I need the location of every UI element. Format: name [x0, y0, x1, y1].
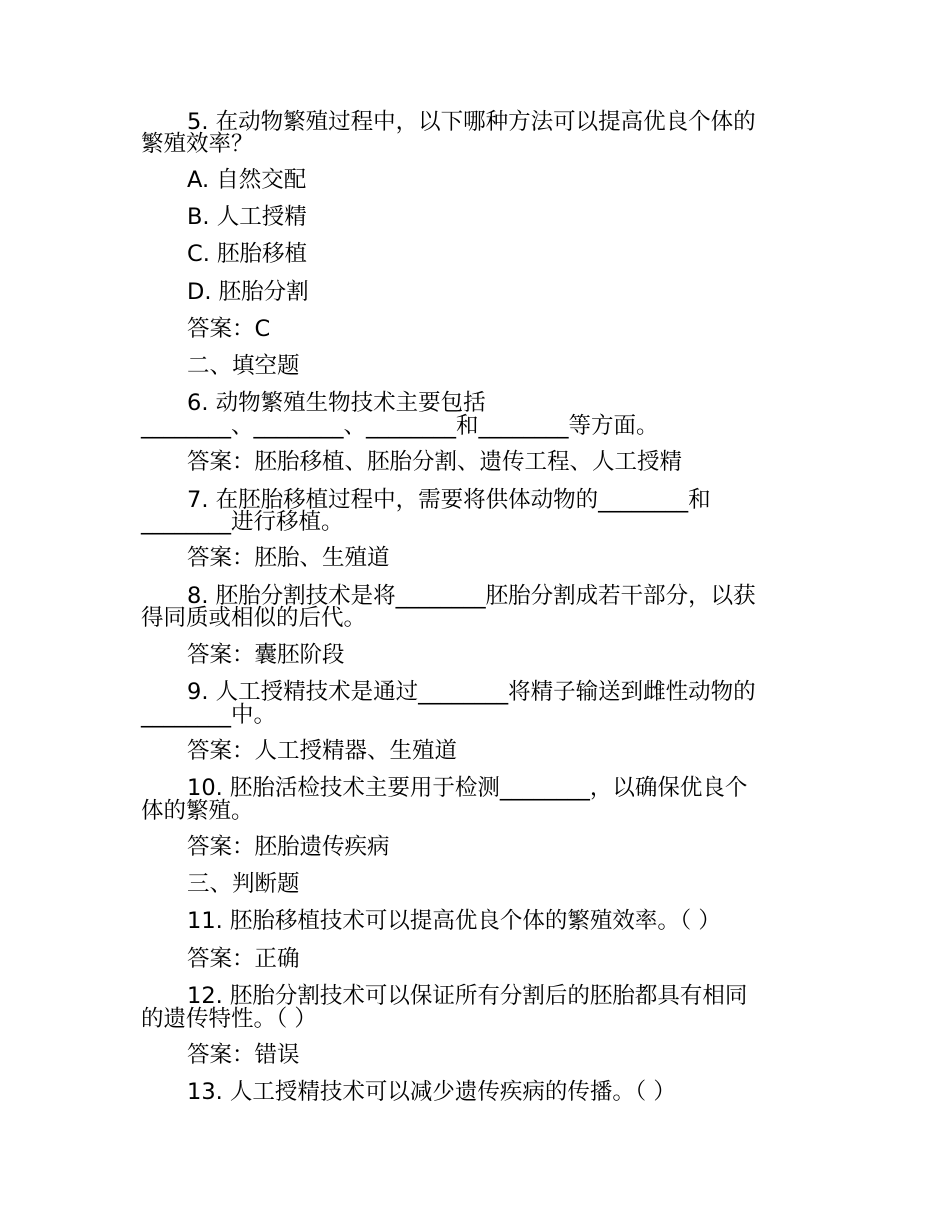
question-12-line-2: 的遗传特性。（ ） [141, 1006, 317, 1032]
option-a: A. 自然交配 [187, 167, 307, 193]
question-12-line-1: 12. 胚胎分割技术可以保证所有分割后的胚胎都具有相同 [187, 983, 748, 1009]
question-7-line-2: ________进行移植。 [141, 509, 344, 535]
answer-11: 答案：正确 [187, 946, 300, 972]
answer-12: 答案：错误 [187, 1042, 300, 1068]
question-11: 11. 胚胎移植技术可以提高优良个体的繁殖效率。（ ） [187, 908, 721, 934]
question-6-line-1: 6. 动物繁殖生物技术主要包括 [187, 390, 486, 416]
question-7-line-1: 7. 在胚胎移植过程中，需要将供体动物的________和 [187, 487, 711, 513]
question-8-line-1: 8. 胚胎分割技术是将________胚胎分割成若干部分，以获 [187, 583, 756, 609]
answer-7: 答案：胚胎、生殖道 [187, 545, 390, 571]
question-5-line-1: 5. 在动物繁殖过程中，以下哪种方法可以提高优良个体的 [187, 109, 756, 135]
option-b: B. 人工授精 [187, 204, 307, 230]
question-10-line-1: 10. 胚胎活检技术主要用于检测________，以确保优良个 [187, 775, 748, 801]
question-13: 13. 人工授精技术可以减少遗传疾病的传播。（ ） [187, 1079, 676, 1105]
answer-8: 答案：囊胚阶段 [187, 642, 345, 668]
section-heading-fill-in: 二、填空题 [187, 353, 300, 379]
answer-9: 答案：人工授精器、生殖道 [187, 738, 458, 764]
answer-5: 答案：C [187, 316, 271, 342]
question-8-line-2: 得同质或相似的后代。 [141, 605, 367, 631]
answer-6: 答案：胚胎移植、胚胎分割、遗传工程、人工授精 [187, 449, 683, 475]
question-9-line-2: ________中。 [141, 702, 277, 728]
question-6-line-2: ________、________、________和________等方面。 [141, 413, 659, 439]
section-heading-true-false: 三、判断题 [187, 871, 300, 897]
question-10-line-2: 体的繁殖。 [141, 798, 254, 824]
answer-10: 答案：胚胎遗传疾病 [187, 834, 390, 860]
option-c: C. 胚胎移植 [187, 241, 308, 267]
question-5-line-2: 繁殖效率？ [141, 131, 254, 157]
option-d: D. 胚胎分割 [187, 279, 309, 305]
question-9-line-1: 9. 人工授精技术是通过________将精子输送到雌性动物的 [187, 679, 756, 705]
